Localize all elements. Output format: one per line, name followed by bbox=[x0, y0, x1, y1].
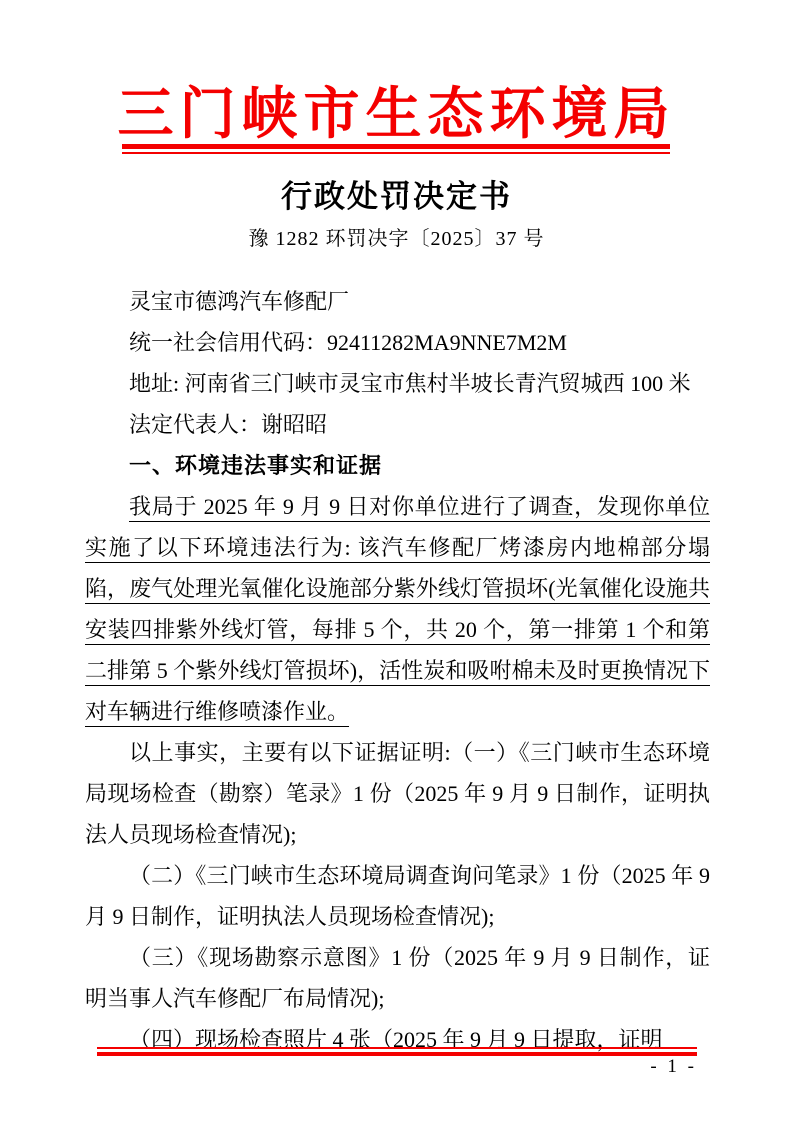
page-number: - 1 - bbox=[650, 1056, 697, 1077]
footer-double-rule bbox=[97, 1047, 697, 1056]
recipient-credit-code: 统一社会信用代码：92411282MA9NNE7M2M bbox=[129, 330, 567, 355]
document-number: 豫 1282 环罚决字〔2025〕37 号 bbox=[248, 228, 545, 250]
agency-masthead-title: 三门峡市生态环境局 bbox=[117, 84, 676, 146]
section1-heading: 一、环境违法事实和证据 bbox=[129, 453, 383, 478]
document-body bbox=[85, 281, 710, 1060]
facts-paragraph: 我局于 2025 年 9 月 9 日对你单位进行了调查，发现你单位实施了以下环境违法行为: 该汽车修配厂烤漆房内地棉部分塌陷，废气处理光氧催化设施部分紫外线灯管损坏(光氧催化设施共安装四排紫外线灯管，每排 5 个，共 20 个，第一排第 1 个和第二排第 5 个紫外线灯管损坏)，活性炭和吸咐棉未及时更换情况下对车辆进行维修喷漆作业。 bbox=[85, 494, 710, 724]
evidence-item-3: （三）《现场勘察示意图》1 份（2025 年 9 月 9 日制作，证明当事人汽车修配厂布局情况); bbox=[85, 945, 710, 1011]
recipient-legal-representative: 法定代表人：谢昭昭 bbox=[129, 412, 328, 437]
evidence-intro-paragraph: 以上事实，主要有以下证据证明:（一）《三门峡市生态环境局现场检查（勘察）笔录》1 份（2025 年 9 月 9 日制作，证明执法人员现场检查情况); bbox=[85, 740, 710, 847]
evidence-item-2: （二）《三门峡市生态环境局调查询问笔录》1 份（2025 年 9 月 9 日制作，证明执法人员现场检查情况); bbox=[85, 863, 710, 929]
evidence-item-4: （四）现场检查照片 4 张（2025 年 9 月 9 日提取，证明 bbox=[129, 1027, 663, 1052]
masthead-double-rule bbox=[122, 144, 670, 154]
recipient-address: 地址: 河南省三门峡市灵宝市焦村半坡长青汽贸城西 100 米 bbox=[129, 371, 691, 396]
recipient-name: 灵宝市德鸿汽车修配厂 bbox=[129, 289, 350, 314]
document-title: 行政处罚决定书 bbox=[281, 179, 512, 214]
